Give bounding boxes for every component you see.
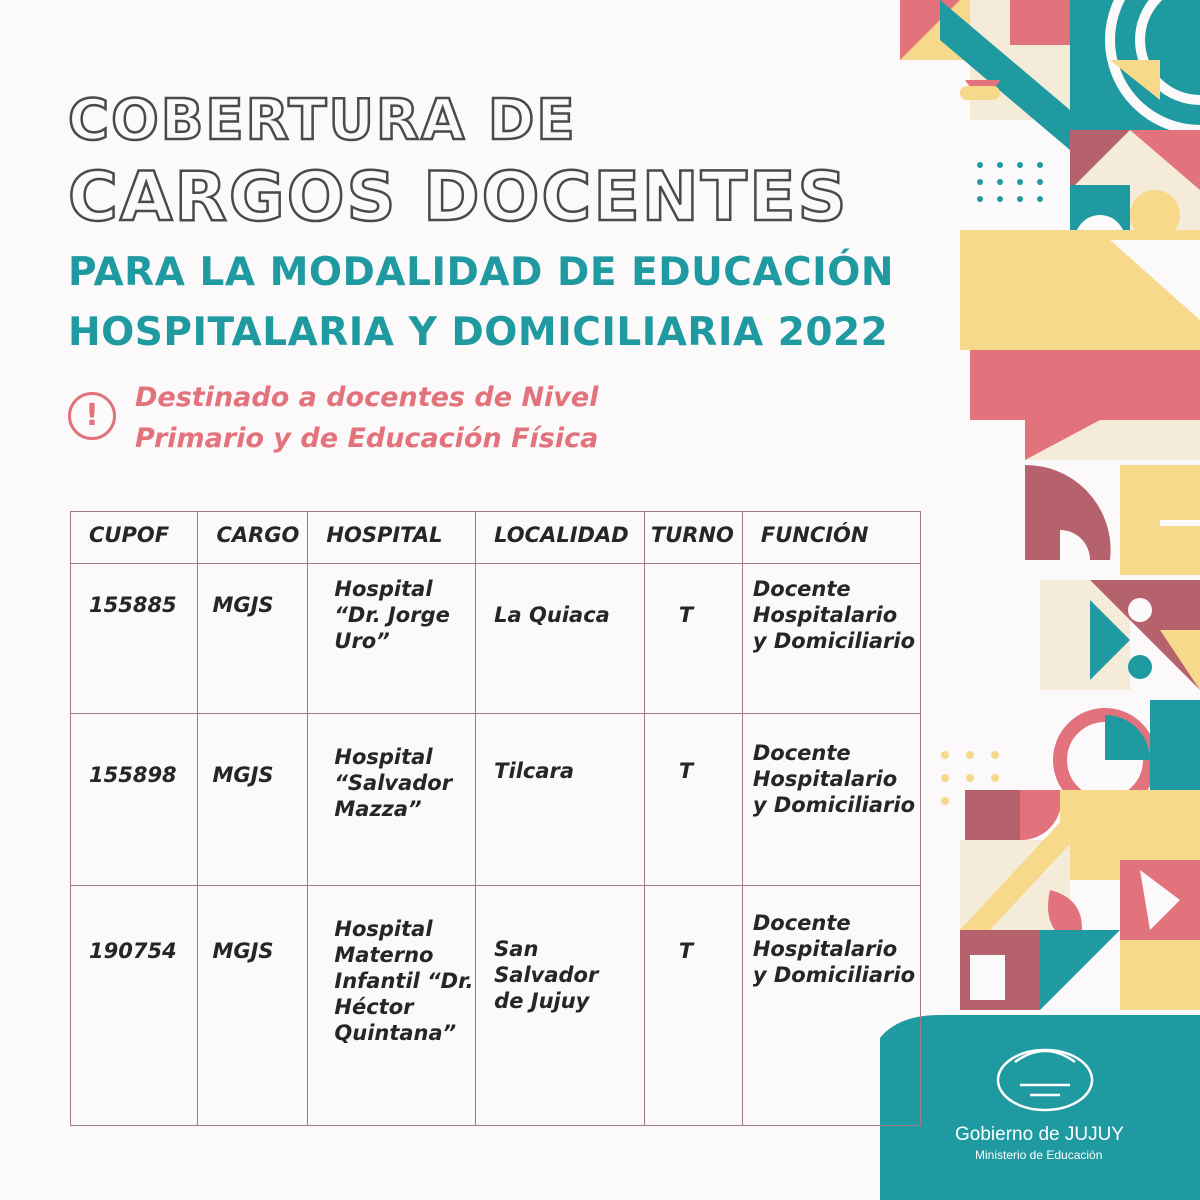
funcion-line: y Domiciliario [752, 793, 915, 817]
header-hospital: HOSPITAL [308, 512, 476, 564]
funcion-line: Docente [752, 911, 851, 935]
localidad-line: Tilcara [494, 759, 575, 783]
funcion-line: Hospitalario [752, 603, 898, 627]
cell-cupof [71, 564, 198, 714]
cell-cargo [198, 714, 308, 886]
cell-funcion [742, 886, 920, 1126]
cell-funcion [742, 714, 920, 886]
cell-funcion [742, 564, 920, 714]
subtitle-line-1: PARA LA MODALIDAD DE EDUCACIÓN [68, 250, 894, 295]
subtitle-line-2: HOSPITALARIA Y DOMICILIARIA 2022 [68, 310, 889, 355]
localidad-line: La Quiaca [494, 603, 610, 627]
funcion-line: Hospitalario [752, 937, 898, 961]
alert-icon: ! [68, 392, 116, 440]
header-funcion: FUNCIÓN [742, 512, 920, 564]
hospital-line: Hospital [334, 917, 433, 941]
funcion-line: Hospitalario [752, 767, 898, 791]
cell-localidad [476, 714, 645, 886]
cell-cargo [198, 886, 308, 1126]
turno-value: T [678, 759, 694, 783]
notice-line-2: Primario y de Educación Física [135, 423, 599, 454]
cargo-value: MGJS [212, 939, 274, 963]
cell-cupof [71, 886, 198, 1126]
hospital-line: “Dr. Jorge [334, 603, 450, 627]
table-row [71, 564, 921, 714]
hospital-line: Mazza” [334, 797, 422, 821]
cupof-value: 155885 [89, 593, 177, 617]
turno-value: T [678, 939, 694, 963]
hospital-line: Uro” [334, 629, 390, 653]
hospital-line: Quintana” [334, 1021, 457, 1045]
cell-localidad [476, 886, 645, 1126]
table-row [71, 714, 921, 886]
hospital-line: Infantil “Dr. [334, 969, 474, 993]
cupof-value: 155898 [89, 763, 177, 787]
funcion-line: Docente [752, 741, 851, 765]
page-title-line-2: CARGOS DOCENTES [68, 158, 849, 237]
page-title-line-1: COBERTURA DE [68, 88, 577, 153]
funcion-line: y Domiciliario [752, 963, 915, 987]
hospital-line: Hospital [334, 577, 433, 601]
cell-turno [644, 886, 742, 1126]
hospital-line: Hospital [334, 745, 433, 769]
notice-line-1: Destinado a docentes de Nivel [135, 382, 599, 413]
hospital-line: “Salvador [334, 771, 453, 795]
hospital-line: Héctor [334, 995, 414, 1019]
header-cupof: CUPOF [71, 512, 198, 564]
cargo-value: MGJS [212, 763, 274, 787]
header-localidad: LOCALIDAD [476, 512, 645, 564]
cell-cupof [71, 714, 198, 886]
turno-value: T [678, 603, 694, 627]
header-cargo: CARGO [198, 512, 308, 564]
government-logo-name: Gobierno de JUJUY [955, 1124, 1124, 1145]
cupof-value: 190754 [89, 939, 177, 963]
cell-turno [644, 714, 742, 886]
funcion-line: y Domiciliario [752, 629, 915, 653]
funcion-line: Docente [752, 577, 851, 601]
cell-localidad [476, 564, 645, 714]
cell-hospital [308, 564, 476, 714]
cell-hospital [308, 714, 476, 886]
decorative-geometric-pattern [880, 0, 1200, 1200]
hospital-line: Materno [334, 943, 434, 967]
localidad-line: San Salvador [494, 937, 599, 987]
cell-turno [644, 564, 742, 714]
cell-cargo [198, 564, 308, 714]
positions-table [70, 511, 921, 1126]
table-header-row [71, 512, 921, 564]
table-row [71, 886, 921, 1126]
cell-hospital [308, 886, 476, 1126]
localidad-line: de Jujuy [494, 989, 590, 1013]
cargo-value: MGJS [212, 593, 274, 617]
header-turno: TURNO [644, 512, 742, 564]
ministry-name: Ministerio de Educación [975, 1148, 1103, 1162]
